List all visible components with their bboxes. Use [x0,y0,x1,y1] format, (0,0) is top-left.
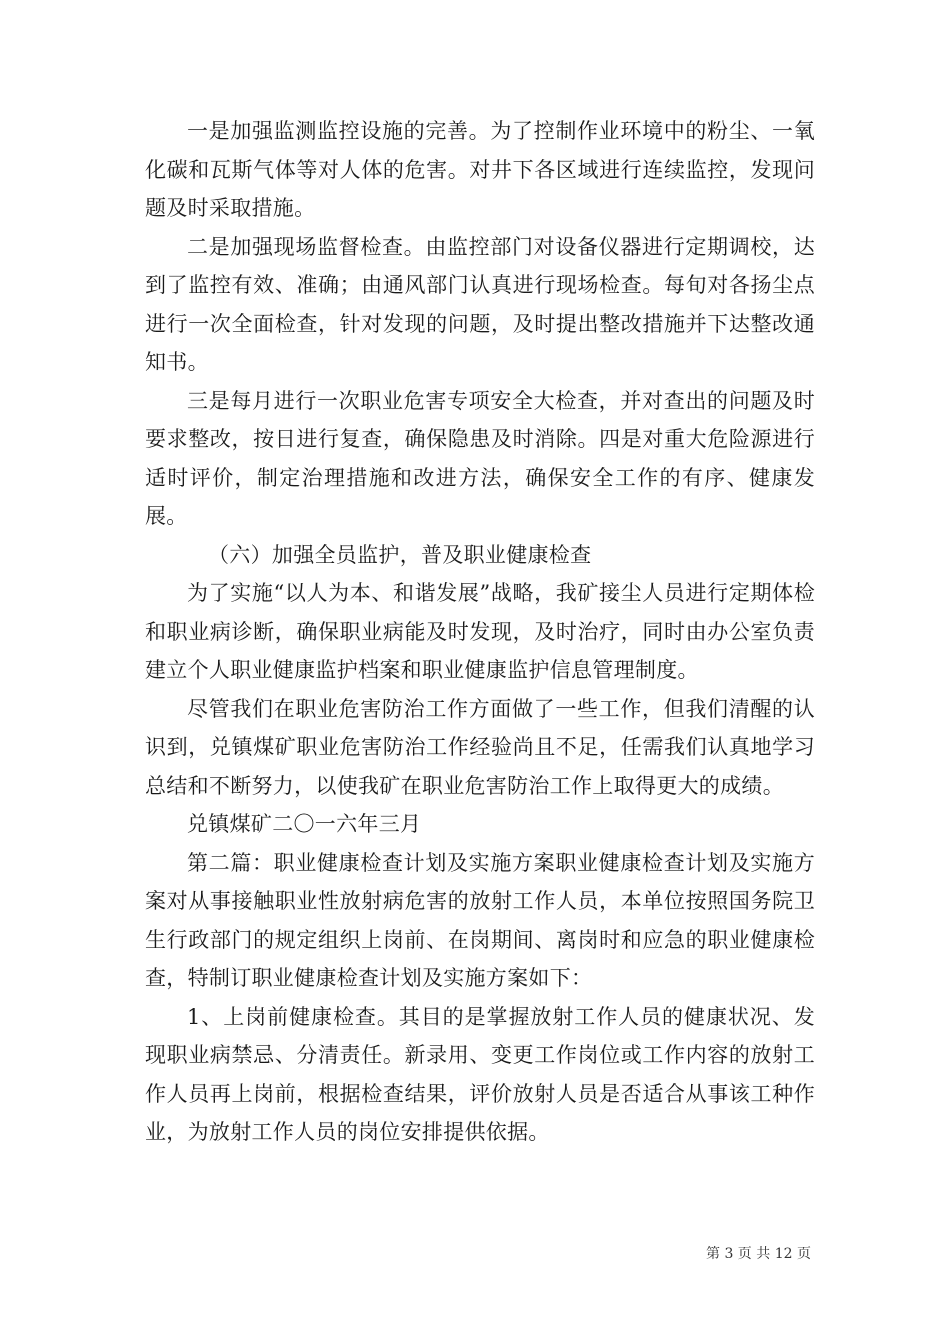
signature-date-line: 兑镇煤矿二〇一六年三月 [187,812,422,836]
document-body [145,112,815,1152]
paragraph-part-two-intro: 第二篇：职业健康检查计划及实施方案职业健康检查计划及实施方案对从事接触职业性放射病危害的放射工作人员，本单位按照国务院卫生行政部门的规定组织上岗前、在岗期间、离岗时和应急的职业健康检查，特制订职业健康检查计划及实施方案如下： [145,850,815,990]
paragraph-summary: 尽管我们在职业危害防治工作方面做了一些工作，但我们清醒的认识到，兑镇煤矿职业危害防治工作经验尚且不足，任需我们认真地学习总结和不断努力，以使我矿在职业危害防治工作上取得更大的成绩。 [145,696,815,798]
paragraph-monthly-inspection: 三是每月进行一次职业危害专项安全大检查，并对查出的问题及时要求整改，按日进行复查，确保隐患及时消除。四是对重大危险源进行适时评价，制定治理措施和改进方法，确保安全工作的有序、健康发展。 [145,388,815,528]
paragraph-health-checkups: 为了实施“以人为本、和谐发展”战略，我矿接尘人员进行定期体检和职业病诊断，确保职业病能及时发现，及时治疗，同时由办公室负责建立个人职业健康监护档案和职业健康监护信息管理制度。 [145,581,815,682]
page-number-footer: 第 3 页 共 12 页 [706,1246,811,1262]
paragraph-onsite-inspection: 二是加强现场监督检查。由监控部门对设备仪器进行定期调校，达到了监控有效、准确；由通风部门认真进行现场检查。每旬对各扬尘点进行一次全面检查，针对发现的问题，及时提出整改措施并下达整改通知书。 [145,234,815,374]
paragraph-monitoring-facilities: 一是加强监测监控设施的完善。为了控制作业环境中的粉尘、一氧化碳和瓦斯气体等对人体的危害。对井下各区域进行连续监控，发现问题及时采取措施。 [145,119,815,220]
paragraph-pre-employment-check: 1、上岗前健康检查。其目的是掌握放射工作人员的健康状况、发现职业病禁忌、分清责任。新录用、变更工作岗位或工作内容的放射工作人员再上岗前，根据检查结果，评价放射人员是否适合从事该工种作业，为放射工作人员的岗位安排提供依据。 [145,1004,815,1144]
section-heading-six: （六）加强全员监护，普及职业健康检查 [208,542,592,567]
